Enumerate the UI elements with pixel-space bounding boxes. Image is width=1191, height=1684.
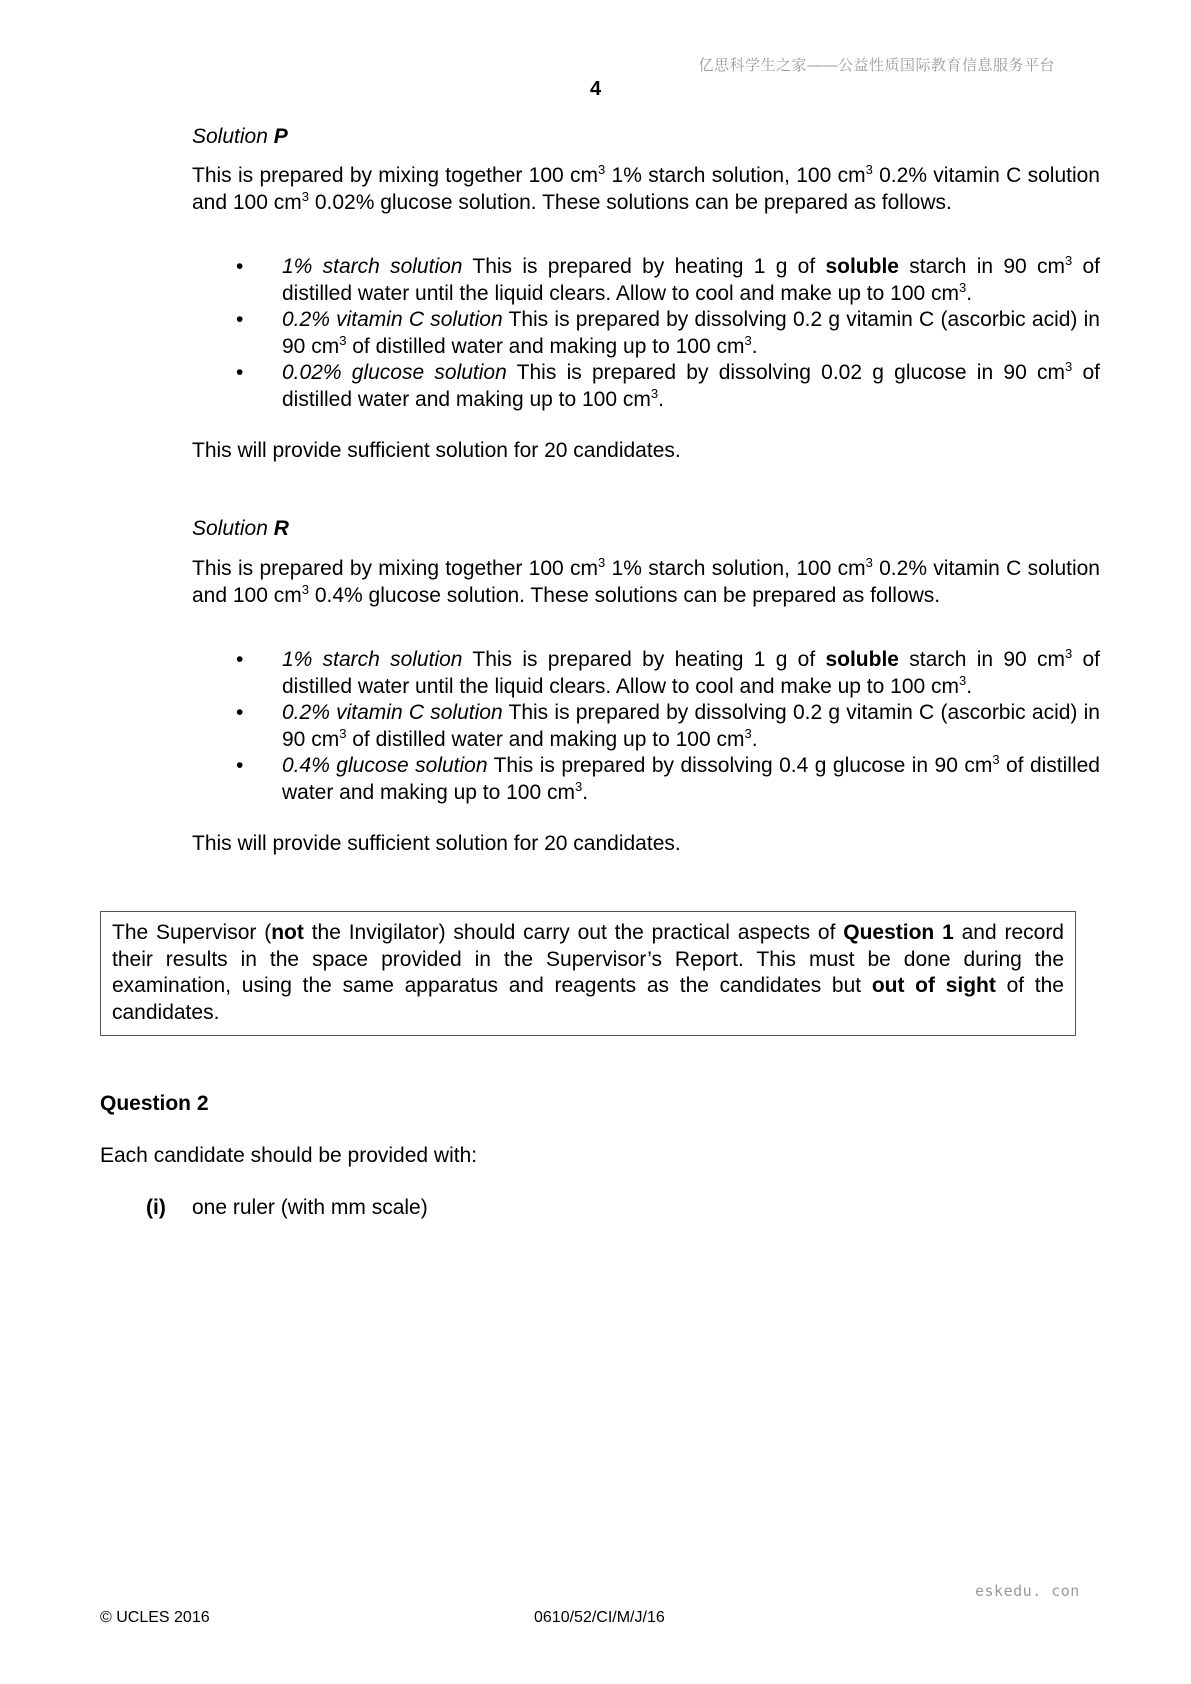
solution-r-heading: Solution R [192, 517, 289, 540]
list-item: • 0.2% vitamin C solution This is prepared by dissolving 0.2 g vitamin C (ascorbic acid) in 90 $cm^3$ of distilled water and making up to 100 $cm^3$. [192, 307, 1100, 360]
watermark-header: 亿思科学生之家——公益性质国际教育信息服务平台 [698, 57, 1055, 74]
solution-p-bullet-list [192, 254, 1100, 413]
watermark-footer: eskedu. con [975, 1582, 1080, 1600]
list-item: • 1% starch solution This is prepared by heating 1 g of soluble starch in 90 $cm^3$ of distilled water until the liquid clears. Allow to cool and make up to 100 $cm^3$. [192, 254, 1100, 307]
solution-r-bullet-list [192, 647, 1100, 806]
solution-r-intro: This is prepared by mixing together 100 $cm^3$ 1% starch solution, 100 $cm^3$ 0.2% vitamin C solution and 100 $cm^3$ 0.4% glucose solution. These solutions can be prepared as follows. [192, 555, 1100, 607]
list-item: • 0.4% glucose solution This is prepared by dissolving 0.4 g glucose in 90 $cm^3$ of distilled water and making up to 100 $cm^3$. [192, 753, 1100, 806]
list-item: • 1% starch solution This is prepared by heating 1 g of soluble starch in 90 $cm^3$ of distilled water until the liquid clears. Allow to cool and make up to 100 $cm^3$. [192, 647, 1100, 700]
question-2-heading: Question 2 [100, 1092, 209, 1115]
list-item: • 0.02% glucose solution This is prepared by dissolving 0.02 g glucose in 90 $cm^3$ of distilled water and making up to 100 $cm^3$. [192, 360, 1100, 413]
solution-p-heading: Solution P [192, 125, 288, 148]
question-2-intro: Each candidate should be provided with: [100, 1144, 478, 1167]
solution-r-sufficient: This will provide sufficient solution for 20 candidates. [192, 832, 681, 855]
document-code: 0610/52/CI/M/J/16 [534, 1609, 665, 1626]
supervisor-note-box: The Supervisor (not the Invigilator) should carry out the practical aspects of Question 1 and record their results in the space provided in the Supervisor’s Report. This must be done during the examination, using the same apparatus and reagents as the candidates but out of sight of the candidates. [100, 911, 1076, 1036]
solution-p-intro: This is prepared by mixing together 100 $cm^3$ 1% starch solution, 100 $cm^3$ 0.2% vitamin C solution and 100 $cm^3$ 0.02% glucose solution. These solutions can be prepared as follows. [192, 162, 1100, 214]
list-item: • 0.2% vitamin C solution This is prepared by dissolving 0.2 g vitamin C (ascorbic acid) in 90 $cm^3$ of distilled water and making up to 100 $cm^3$. [192, 700, 1100, 753]
copyright: © UCLES 2016 [100, 1609, 210, 1626]
solution-p-sufficient: This will provide sufficient solution for 20 candidates. [192, 439, 681, 462]
item-text: one ruler (with mm scale) [192, 1196, 428, 1219]
item-label: (i) [146, 1196, 166, 1219]
page-number: 4 [589, 78, 602, 100]
